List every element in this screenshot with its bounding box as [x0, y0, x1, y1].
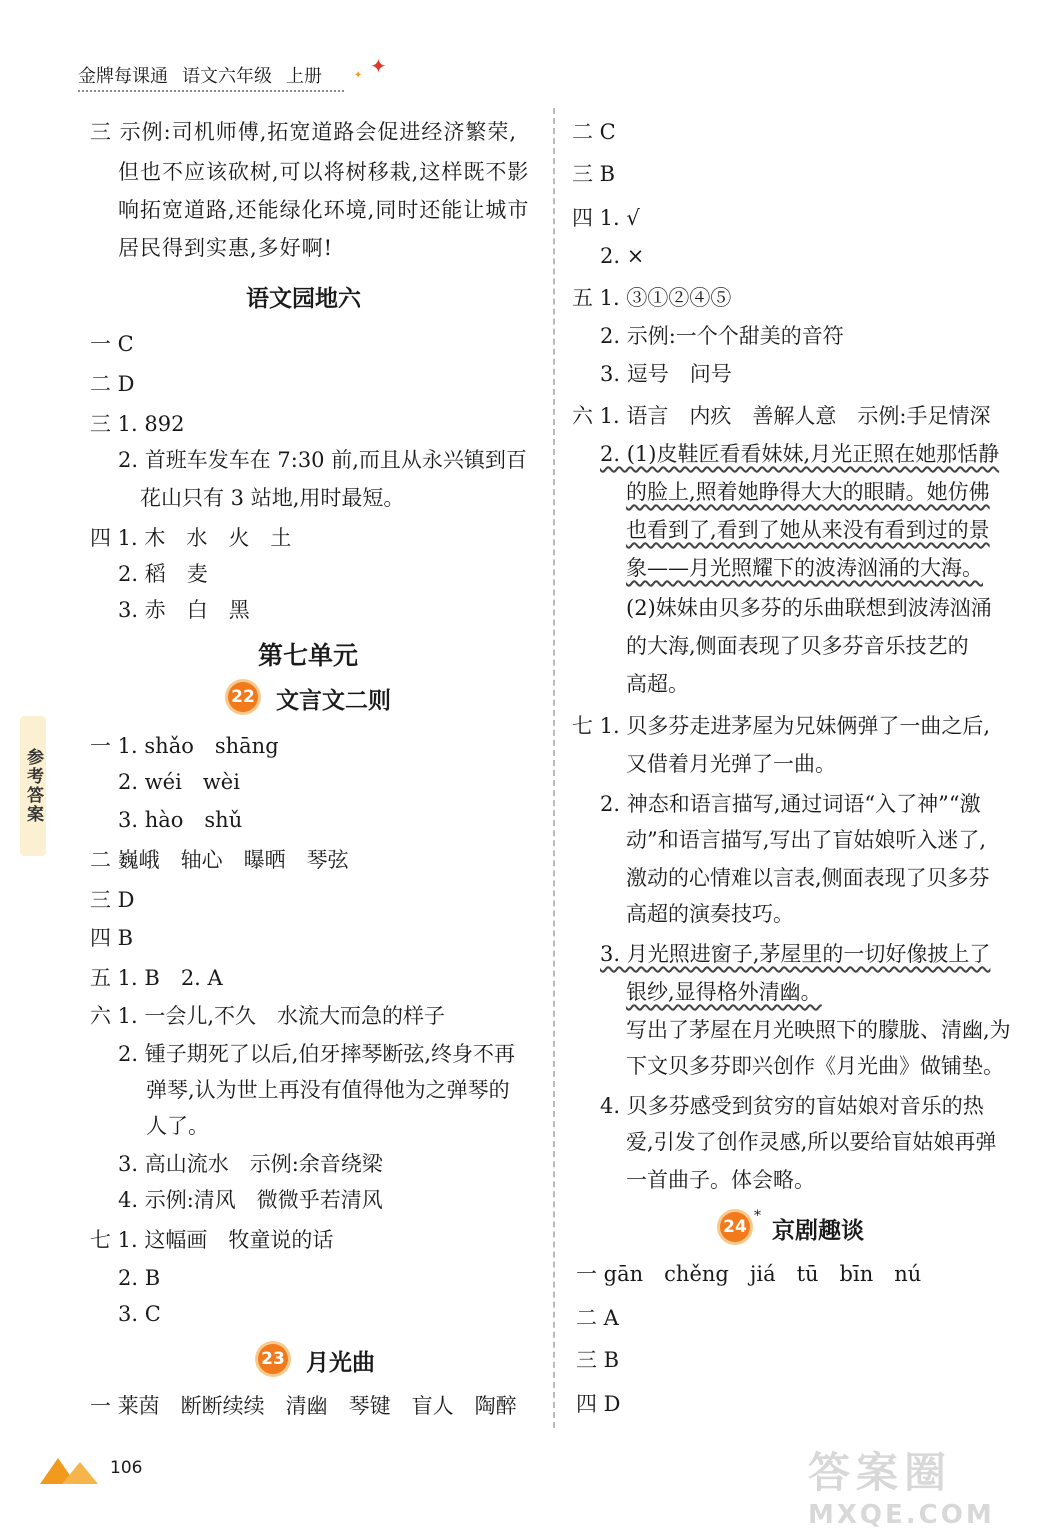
lesson-number-badge: 23 [258, 1344, 288, 1374]
answer-line: 一 C [90, 332, 134, 356]
answer-line: 二 D [90, 372, 135, 396]
answer-line: 银纱,显得格外清幽。 [626, 980, 822, 1004]
page-header [78, 54, 387, 88]
answer-line: 爱,引发了创作灵感,所以要给盲姑娘再弹 [626, 1130, 997, 1154]
answer-line: 3. 逗号 问号 [600, 362, 732, 386]
answer-line: 三 1. 892 [90, 412, 185, 436]
answer-line: 3. hào shǔ [118, 808, 243, 832]
answer-line: 高超。 [626, 672, 689, 696]
answer-line: 又借着月光弹了一曲。 [626, 752, 836, 776]
answer-line: 六 1. 语言 内疚 善解人意 示例:手足情深 [572, 404, 991, 428]
lesson-title: 文言文二则 [276, 688, 391, 714]
answer-line: 三 示例:司机师傅,拓宽道路会促进经济繁荣, [90, 120, 518, 144]
answer-line: 一 gān chěng jiá tū bīn nú [576, 1262, 922, 1286]
answer-line: (2)妹妹由贝多芬的乐曲联想到波涛汹涌 [626, 596, 992, 620]
page-number: 106 [110, 1458, 143, 1478]
section-heading: 语文园地六 [246, 286, 361, 312]
answer-line: 象——月光照耀下的波涛汹涌的大海。 [626, 556, 983, 580]
answer-line: 2. 示例:一个个甜美的音符 [600, 324, 844, 348]
answer-line: 居民得到实惠,多好啊! [118, 236, 334, 260]
watermark-top-text: 答案圈 [808, 1448, 953, 1497]
answer-line: 响拓宽道路,还能绿化环境,同时还能让城市 [118, 198, 530, 222]
answer-line: 的大海,侧面表现了贝多芬音乐技艺的 [626, 634, 969, 658]
answer-line: 2. (1)皮鞋匠看看妹妹,月光正照在她那恬静 [600, 442, 1000, 466]
side-tab: 参考答案 [20, 716, 46, 856]
column-divider [553, 108, 555, 1428]
star-icon: ✦ [370, 54, 387, 78]
answer-line: 六 1. 一会儿,不久 水流大而急的样子 [90, 1004, 446, 1028]
series-name: 金牌每课通 [78, 66, 168, 87]
unit-heading: 第七单元 [258, 641, 359, 670]
lesson-number-badge: 24 [720, 1212, 750, 1242]
answer-line: 四 B [90, 926, 134, 950]
answer-line: 三 B [576, 1348, 620, 1372]
answer-line: 人了。 [146, 1114, 209, 1138]
answer-line: 花山只有 3 站地,用时最短。 [140, 486, 405, 510]
mountain-icon [40, 1452, 104, 1486]
answer-line: 3. 赤 白 黑 [118, 598, 250, 622]
answer-line: 2. × [600, 244, 645, 268]
answer-line: 4. 贝多芬感受到贫穷的盲姑娘对音乐的热 [600, 1094, 984, 1118]
answer-line: 但也不应该砍树,可以将树移栽,这样既不影 [118, 160, 530, 184]
answer-line: 一首曲子。体会略。 [626, 1168, 815, 1192]
answer-line: 高超的演奏技巧。 [626, 902, 794, 926]
answer-line: 动”和语言描写,写出了盲姑娘听入迷了, [626, 828, 987, 852]
answer-line: 下文贝多芬即兴创作《月光曲》做铺垫。 [626, 1054, 1004, 1078]
answer-line: 4. 示例:清风 微微乎若清风 [118, 1188, 383, 1212]
lesson-title: 京剧趣谈 [772, 1218, 864, 1244]
answer-line: 七 1. 贝多芬走进茅屋为兄妹俩弹了一曲之后, [572, 714, 991, 738]
answer-line: 四 D [576, 1392, 621, 1416]
lesson-title: 月光曲 [306, 1350, 375, 1376]
answer-line: 四 1. √ [572, 206, 640, 230]
small-star-icon: ✦ [354, 70, 363, 81]
subject-name: 语文六年级 [182, 66, 272, 87]
volume-name: 上册 [286, 66, 322, 87]
optional-star-mark: * [754, 1208, 761, 1224]
answer-line: 激动的心情难以言表,侧面表现了贝多芬 [626, 866, 990, 890]
answer-line: 写出了茅屋在月光映照下的朦胧、清幽,为 [626, 1018, 1011, 1042]
answer-line: 2. 神态和语言描写,通过词语“入了神”“激 [600, 792, 981, 816]
answer-line: 七 1. 这幅画 牧童说的话 [90, 1228, 334, 1252]
answer-line: 五 1. B 2. A [90, 966, 223, 990]
answer-line: 三 D [90, 888, 135, 912]
watermark [808, 1440, 1034, 1530]
answer-line: 弹琴,认为世上再没有值得他为之弹琴的 [146, 1078, 510, 1102]
answer-line: 二 巍峨 轴心 曝晒 琴弦 [90, 848, 349, 872]
answer-line: 2. 稻 麦 [118, 562, 208, 586]
answer-line: 二 C [572, 120, 616, 144]
header-dotted-rule [78, 90, 344, 92]
answer-line: 一 莱茵 断断续续 清幽 琴键 盲人 陶醉 [90, 1394, 517, 1418]
answer-line: 二 A [576, 1306, 619, 1330]
answer-line: 3. 高山流水 示例:余音绕梁 [118, 1152, 383, 1176]
answer-line: 2. 首班车发车在 7:30 前,而且从永兴镇到百 [118, 448, 527, 472]
answer-line: 一 1. shǎo shāng [90, 734, 279, 758]
answer-line: 3. 月光照进窗子,茅屋里的一切好像披上了 [600, 942, 991, 966]
answer-line: 的脸上,照着她睁得大大的眼睛。她仿佛 [626, 480, 990, 504]
answer-line: 2. B [118, 1266, 161, 1290]
watermark-bottom-text: MXQE.COM [808, 1500, 995, 1530]
answer-line: 2. wéi wèi [118, 770, 240, 794]
answer-line: 五 1. ③①②④⑤ [572, 286, 732, 310]
answer-line: 2. 锺子期死了以后,伯牙摔琴断弦,终身不再 [118, 1042, 516, 1066]
answer-line: 3. C [118, 1302, 161, 1326]
answer-line: 也看到了,看到了她从来没有看到过的景 [626, 518, 990, 542]
answer-line: 三 B [572, 162, 616, 186]
answer-line: 四 1. 木 水 火 土 [90, 526, 292, 550]
lesson-number-badge: 22 [228, 682, 258, 712]
